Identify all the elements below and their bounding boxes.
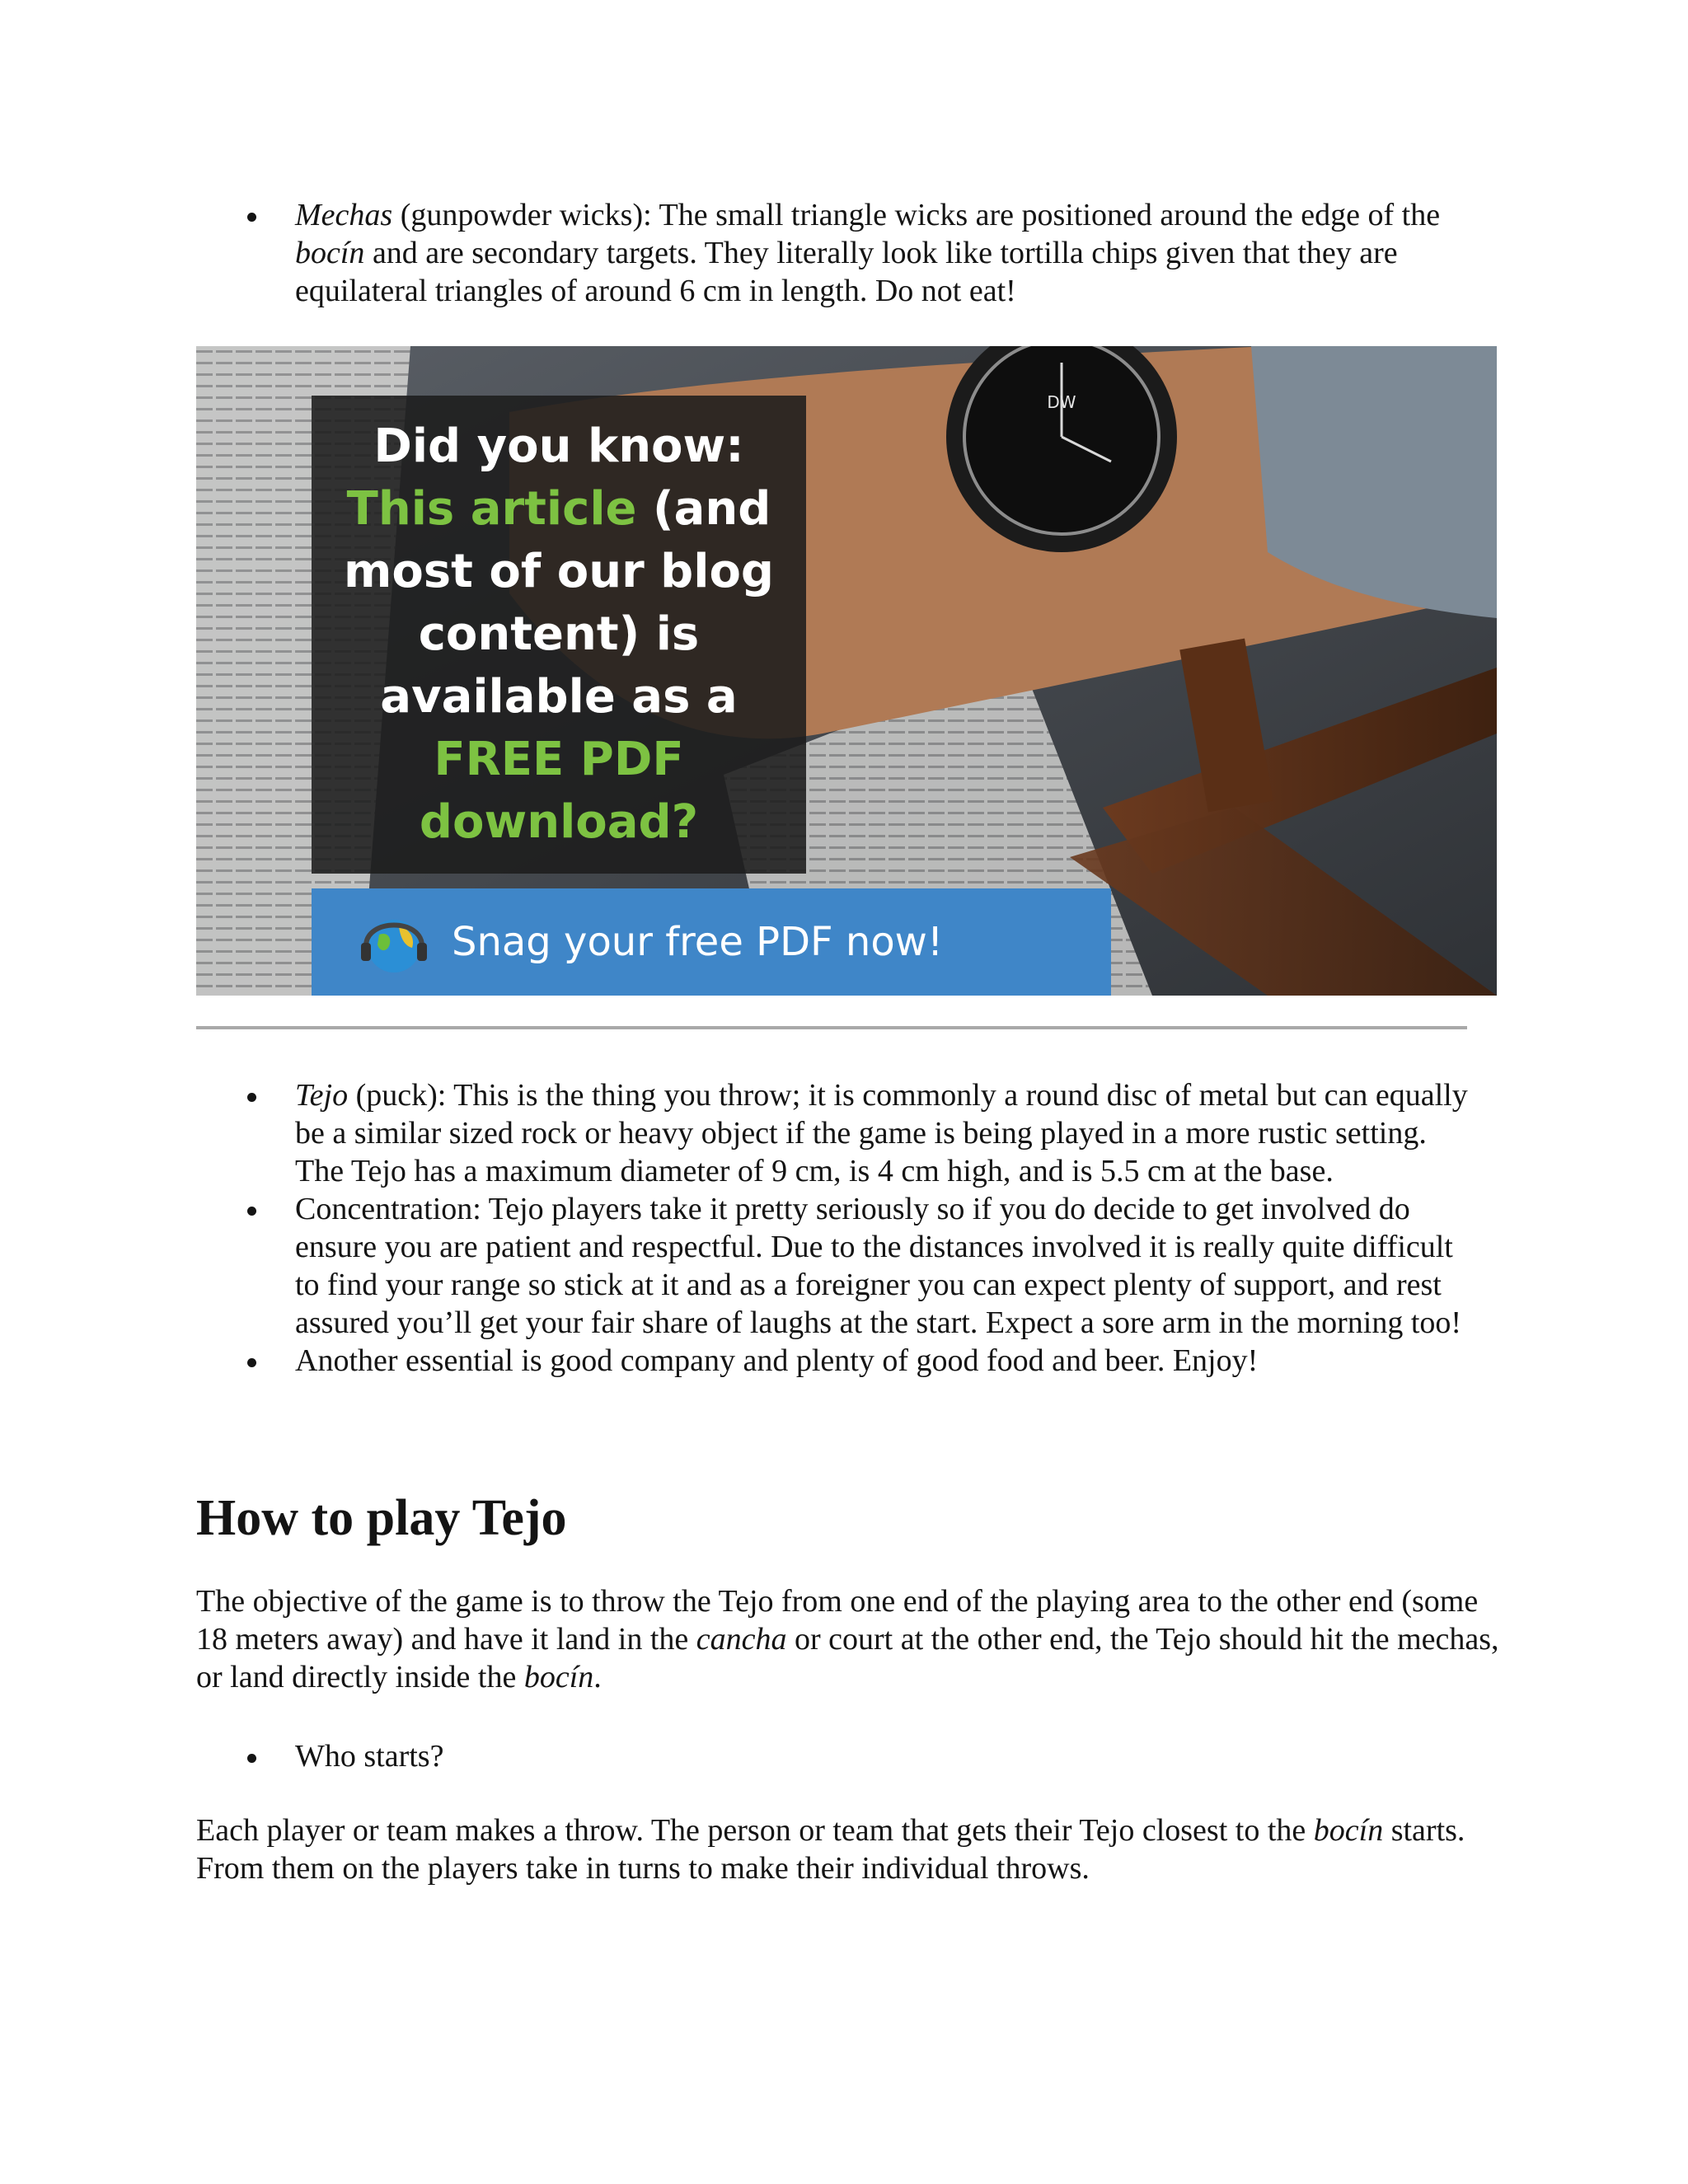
promo-green-text: This article bbox=[346, 482, 637, 536]
starts-paragraph bbox=[196, 1811, 1515, 1887]
snag-pdf-button[interactable] bbox=[312, 888, 1111, 996]
list-item-text: and are secondary targets. They literally look like tortilla chips given that they are equilateral triangles of around 6 cm in length. Do not eat! bbox=[295, 236, 1398, 308]
promo-text-box bbox=[312, 396, 806, 874]
objective-paragraph bbox=[196, 1582, 1515, 1696]
paragraph-text: Each player or team makes a throw. The person or team that gets their Tejo closest to the bbox=[196, 1813, 1314, 1848]
cta-label: Snag your free PDF now! bbox=[452, 919, 944, 965]
watch-logo: DW bbox=[1047, 392, 1076, 412]
term-bocin: bocín bbox=[1313, 1813, 1384, 1848]
term-bocin: bocín bbox=[523, 1660, 594, 1694]
wicks-bullet-list bbox=[196, 196, 1482, 310]
promo-line: content) is bbox=[418, 607, 700, 661]
promo-line: Did you know: bbox=[373, 419, 744, 473]
promo-line: available as a bbox=[380, 670, 738, 724]
promo-line: most of our blog bbox=[343, 545, 775, 598]
pdf-promo-banner[interactable] bbox=[196, 346, 1497, 996]
equipment-bullet-list bbox=[196, 1076, 1482, 1380]
list-item-text: (gunpowder wicks): The small triangle wicks are positioned around the edge of the bbox=[392, 198, 1441, 232]
paragraph-text: starts. From them on the players take in turns to make their individual throws. bbox=[196, 1813, 1465, 1886]
who-starts-list bbox=[196, 1737, 1482, 1775]
list-item-mechas bbox=[196, 196, 1482, 310]
list-item-company bbox=[196, 1342, 1482, 1380]
list-item-concentration bbox=[196, 1190, 1482, 1342]
promo-white-text: (and bbox=[636, 482, 771, 536]
paragraph-text: or court at the other end, the Tejo should hit the mechas, or land directly inside the bbox=[196, 1622, 1499, 1694]
promo-line: download? bbox=[419, 795, 699, 849]
globe-headphones-icon bbox=[354, 902, 434, 981]
horizontal-rule bbox=[196, 1026, 1467, 1029]
list-item-text: Concentration: Tejo players take it pretty seriously so if you do decide to get involved do ensure you are patient and respectful. Due to the distances involved it is really quite difficult to find your range so stick at it and as a foreigner you can expect plenty of support, and rest assured you’ll get your fair share of laughs at the start. Expect a sore arm in the morning too! bbox=[295, 1192, 1462, 1340]
term-cancha: cancha bbox=[696, 1622, 787, 1657]
list-item-text: Who starts? bbox=[295, 1739, 444, 1774]
term-mechas: Mechas bbox=[295, 198, 393, 232]
list-item-tejo bbox=[196, 1076, 1482, 1190]
paragraph-text: . bbox=[593, 1660, 602, 1694]
paragraph-text: The objective of the game is to throw the Tejo from one end of the playing area to the other end (some 18 meters away) and have it land in the bbox=[196, 1584, 1479, 1657]
list-item-who-starts bbox=[196, 1737, 1482, 1775]
term-bocin: bocín bbox=[295, 236, 365, 270]
list-item-text: Another essential is good company and plenty of good food and beer. Enjoy! bbox=[295, 1343, 1259, 1378]
promo-line bbox=[347, 478, 771, 541]
section-heading: How to play Tejo bbox=[196, 1490, 567, 1546]
term-tejo: Tejo bbox=[295, 1078, 349, 1113]
list-item-text: (puck): This is the thing you throw; it is commonly a round disc of metal but can equally be a similar sized rock or heavy object if the game is being played in a more rustic setting. The Tejo has a maximum diameter of 9 cm, is 4 cm high, and is 5.5 cm at the base. bbox=[295, 1078, 1468, 1188]
promo-line: FREE PDF bbox=[434, 733, 684, 786]
